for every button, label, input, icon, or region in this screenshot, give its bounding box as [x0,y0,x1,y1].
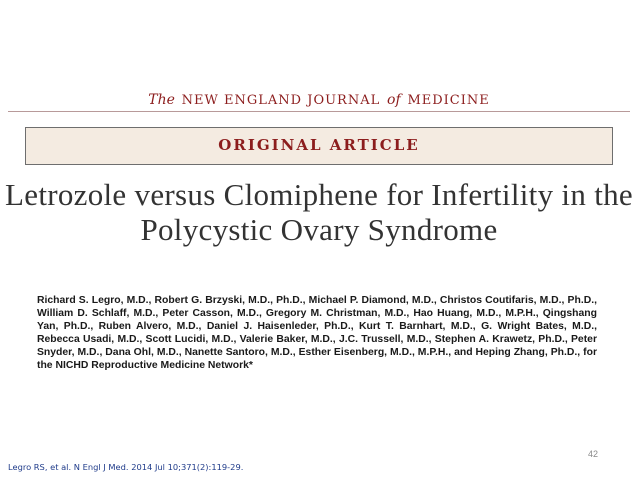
journal-name-part2: MEDICINE [407,93,490,108]
slide-number: 42 [587,449,598,459]
article-title: Letrozole versus Clomiphene for Infertility in the Polycystic Ovary Syndrome [5,177,633,247]
journal-connector: of [387,92,401,108]
journal-masthead [0,90,638,108]
journal-name-part1: NEW ENGLAND JOURNAL [181,93,381,108]
journal-prefix: The [148,92,175,108]
citation: Legro RS, et al. N Engl J Med. 2014 Jul 10;371(2):119-29. [8,462,244,472]
section-label: ORIGINAL ARTICLE [218,136,420,154]
author-list: Richard S. Legro, M.D., Robert G. Brzyski, M.D., Ph.D., Michael P. Diamond, M.D., Christos Coutifaris, M.D., Ph.D., William D. Schlaff, M.D., Peter Casson, M.D., Gregory M. Christman, M.D., Hao Huang, M.D., M.P.H., Qingshang Yan, Ph.D., Ruben Alvero, M.D., Daniel J. Haisenleder, Ph.D., Kurt T. Barnhart, M.D., G. Wright Bates, M.D., Rebecca Usadi, M.D., Scott Lucidi, M.D., Valerie Baker, M.D., J.C. Trussell, M.D., Stephen A. Krawetz, Ph.D., Peter Snyder, M.D., Dana Ohl, M.D., Nanette Santoro, M.D., Esther Eisenberg, M.D., M.P.H., and Heping Zhang, Ph.D., for the NICHD Reproductive Medicine Network* [37,295,597,371]
section-label-box [25,127,613,165]
masthead-rule [8,111,630,112]
